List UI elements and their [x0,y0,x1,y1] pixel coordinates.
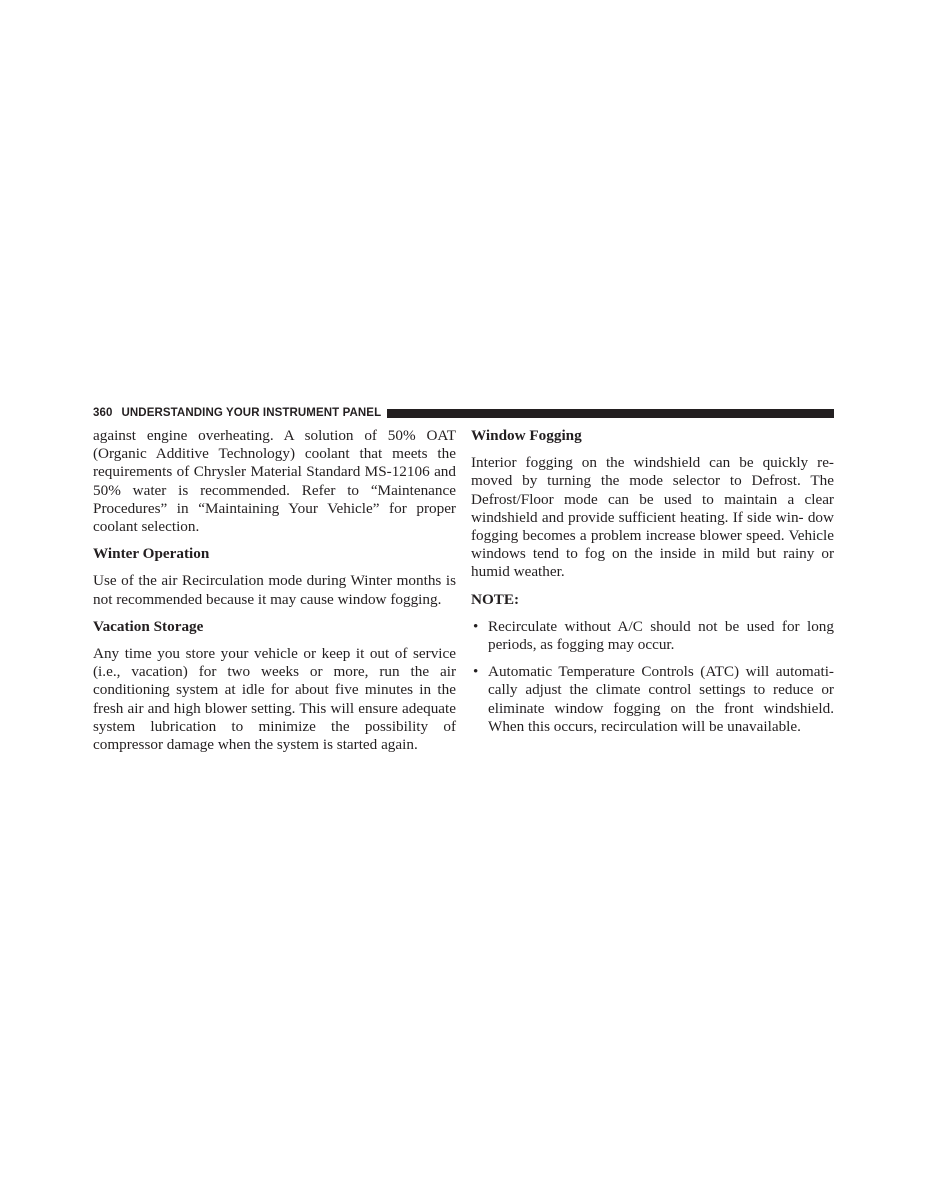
window-fogging-heading: Window Fogging [471,427,582,444]
page-number: 360 [93,407,113,419]
note-item [471,618,834,654]
note-heading: NOTE: [471,590,520,608]
bullet-icon: • [473,617,479,635]
bullet-icon: • [473,663,479,681]
vacation-storage-heading: Vacation Storage [93,617,204,635]
note-list [471,618,834,736]
winter-operation-heading: Winter Operation [93,545,210,563]
window-fogging-paragraph: Interior fogging on the windshield can be quickly re- moved by turning the mode selector to Defrost. The Defrost/Floor mode can be used to maintain a clear windshield and provide sufficient heating. If side win- dow fogging becomes a problem increase blower speed. Vehicle windows tend to fog on the inside in mild but rainy or humid weather. [471,454,834,581]
header-rule [387,409,834,418]
right-column [471,427,834,736]
note-item-text: Automatic Temperature Controls (ATC) will automati- cally adjust the climate control settings to reduce or eliminate window fogging on the front windshield. When this occurs, recirculation will be unavailable. [488,663,834,735]
note-item [471,663,834,736]
section-title: UNDERSTANDING YOUR INSTRUMENT PANEL [121,407,382,419]
intro-paragraph: against engine overheating. A solution of 50% OAT (Organic Additive Technology) coolant that meets the requirements of Chrysler Material Standard MS-12106 and 50% water is recommended. Refer to “Maintenance Procedures” in “Maintaining Your Vehicle” for proper coolant selection. [93,427,456,536]
note-item-text: Recirculate without A/C should not be used for long periods, as fogging may occur. [488,617,834,654]
winter-operation-paragraph: Use of the air Recirculation mode during Winter months is not recommended because it may cause window fogging. [93,572,456,608]
vacation-storage-paragraph: Any time you store your vehicle or keep it out of service (i.e., vacation) for two weeks or more, run the air conditioning system at idle for about five minutes in the fresh air and high blower setting. This will ensure adequate system lubrication to minimize the possibility of compressor damage when the system is started again. [93,645,456,754]
page-header [93,405,834,421]
left-column [93,427,456,754]
